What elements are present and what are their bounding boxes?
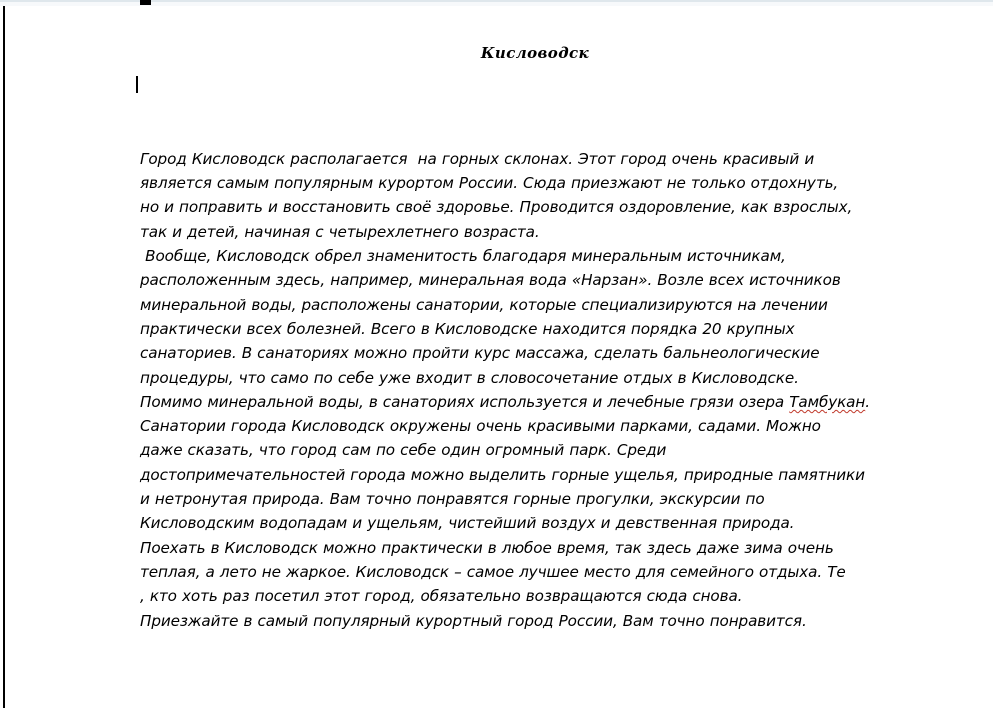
document-text[interactable]: [140, 74, 870, 633]
text-line: так и детей, начиная с четырехлетнего возраста.: [140, 222, 540, 241]
text-line: теплая, а лето не жаркое. Кисловодск – самое лучшее место для семейного отдыха. Те: [140, 562, 846, 581]
text-line: Санатории города Кисловодск окружены очень красивыми парками, садами. Можно: [140, 417, 821, 436]
page-title: Кисловодск: [480, 44, 590, 62]
text-line: но и поправить и восстановить своё здоровье. Проводится оздоровление, как взрослых,: [140, 198, 853, 217]
text-line: даже сказать, что город сам по себе один огромный парк. Среди: [140, 441, 667, 460]
text-line: Приезжайте в самый популярный курортный город России, Вам точно понравится.: [140, 611, 807, 630]
left-margin-rule: [3, 6, 5, 708]
text-line: и нетронутая природа. Вам точно понравятся горные прогулки, экскурсии по: [140, 490, 765, 509]
text-line: Город Кисловодск располагается на горных склонах. Этот город очень красивый и: [140, 149, 815, 168]
text-line: практически всех болезней. Всего в Кисловодске находится порядка 20 крупных: [140, 319, 795, 338]
text-line: Вообще, Кисловодск обрел знаменитость благодаря минеральным источникам,: [140, 247, 786, 266]
text-line: процедуры, что само по себе уже входит в словосочетание отдых в Кисловодске.: [140, 368, 799, 387]
text-line: достопримечательностей города можно выделить горные ущелья, природные памятники: [140, 465, 865, 484]
text-line: является самым популярным курортом России. Сюда приезжают не только отдохнуть,: [140, 174, 839, 193]
text-line: Кисловодским водопадам и ущельям, чистейший воздух и девственная природа.: [140, 514, 795, 533]
document-body[interactable]: [140, 44, 870, 633]
text-line: Помимо минеральной воды, в санаториях используется и лечебные грязи озера Тамбукан.: [140, 392, 870, 411]
text-line: санаториев. В санаториях можно пройти курс массажа, сделать бальнеологические: [140, 344, 820, 363]
text-line: расположенным здесь, например, минеральная вода «Нарзан». Возле всех источников: [140, 271, 841, 290]
misspelled-word[interactable]: Тамбукан: [789, 392, 866, 411]
text-caret: [136, 76, 138, 93]
top-tick-mark: [140, 0, 151, 5]
text-line: , кто хоть раз посетил этот город, обязательно возвращаются сюда снова.: [140, 587, 743, 606]
text-line: минеральной воды, расположены санатории, которые специализируются на лечении: [140, 295, 828, 314]
text-line: Поехать в Кисловодск можно практически в любое время, так здесь даже зима очень: [140, 538, 834, 557]
